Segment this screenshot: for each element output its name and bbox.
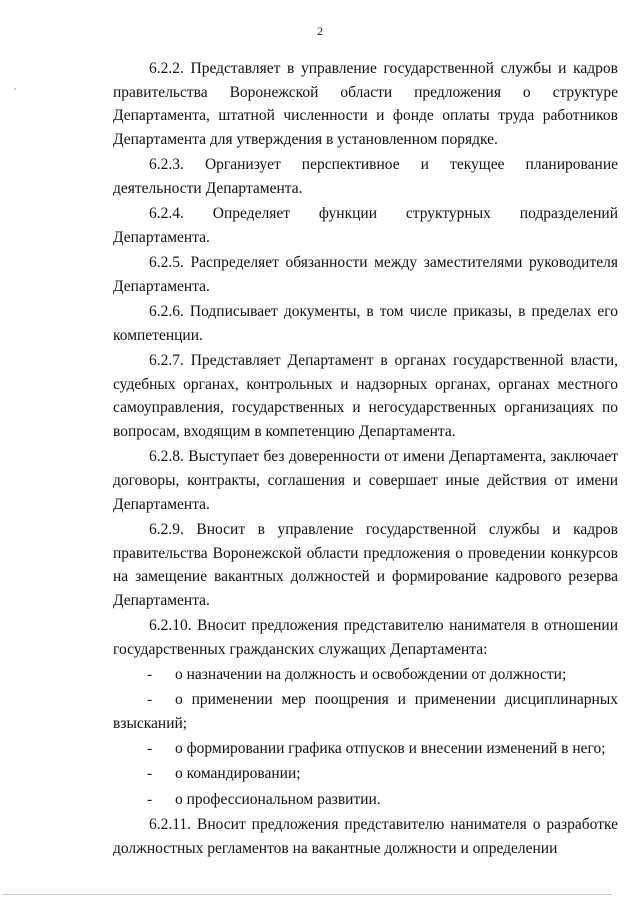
dash-item-appointment <box>113 663 618 687</box>
dash-marker: - <box>147 666 153 684</box>
paragraph-6-2-3: 6.2.3. Организует перспективное и текущее планирование деятельности Департамента. <box>113 156 618 198</box>
dash-item-incentives <box>113 688 618 735</box>
dash-item-professional-development <box>113 788 618 812</box>
paragraph-6-2-5: 6.2.5. Распределяет обязанности между заместителями руководителя Департамента. <box>113 254 618 295</box>
page-number: 2 <box>317 24 323 38</box>
dash-marker: - <box>147 740 153 758</box>
paragraph-6-2-7: 6.2.7. Представляет Департамент в органах государственной власти, судебных органах, контрольных и надзорных органах, органах местного самоуправления, государственных и негосударственных организациях по вопросам, входящим в компетенцию Департамента. <box>113 351 618 441</box>
dash-item-text: о применении мер поощрения и применении дисциплинарных взысканий; <box>113 691 618 732</box>
paragraph-6-2-4: 6.2.4. Определяет функции структурных подразделений Департамента. <box>113 205 618 246</box>
scan-speck <box>14 88 16 90</box>
paragraph-6-2-10: 6.2.10. Вносит предложения представителю нанимателя в отношении государственных гражданских служащих Департамента: <box>113 617 618 658</box>
paragraph-6-2-6: 6.2.6. Подписывает документы, в том числе приказы, в пределах его компетенции. <box>113 303 618 344</box>
dash-marker: - <box>147 790 153 808</box>
dash-item-business-trips <box>113 762 618 786</box>
dash-item-text: о формировании графика отпусков и внесении изменений в него; <box>175 740 606 758</box>
page-bottom-edge <box>2 894 612 895</box>
dash-marker: - <box>147 691 153 709</box>
dash-item-vacation-schedule <box>113 737 618 761</box>
dash-marker: - <box>147 765 153 783</box>
dash-item-text: о назначении на должность и освобождении от должности; <box>175 666 567 684</box>
dash-item-text: о профессиональном развитии. <box>175 790 381 808</box>
paragraph-6-2-11: 6.2.11. Вносит предложения представителю нанимателя о разработке должностных регламентов на вакантные должности и определении <box>113 815 618 857</box>
document-body <box>113 57 618 862</box>
dash-item-text: о командировании; <box>175 765 301 783</box>
paragraph-6-2-8: 6.2.8. Выступает без доверенности от имени Департамента, заключает договоры, контракты, соглашения и совершает иные действия от имени Департамента. <box>113 448 618 513</box>
paragraph-6-2-9: 6.2.9. Вносит в управление государственной службы и кадров правительства Воронежской области предложения о проведении конкурсов на замещение вакантных должностей и формирование кадрового резерва Департамента. <box>113 520 618 609</box>
paragraph-6-2-2: 6.2.2. Представляет в управление государственной службы и кадров правительства Воронежской области предложения о структуре Департамента, штатной численности и фонде оплаты труда работников Департамента для утверждения в установленном порядке. <box>113 60 618 149</box>
